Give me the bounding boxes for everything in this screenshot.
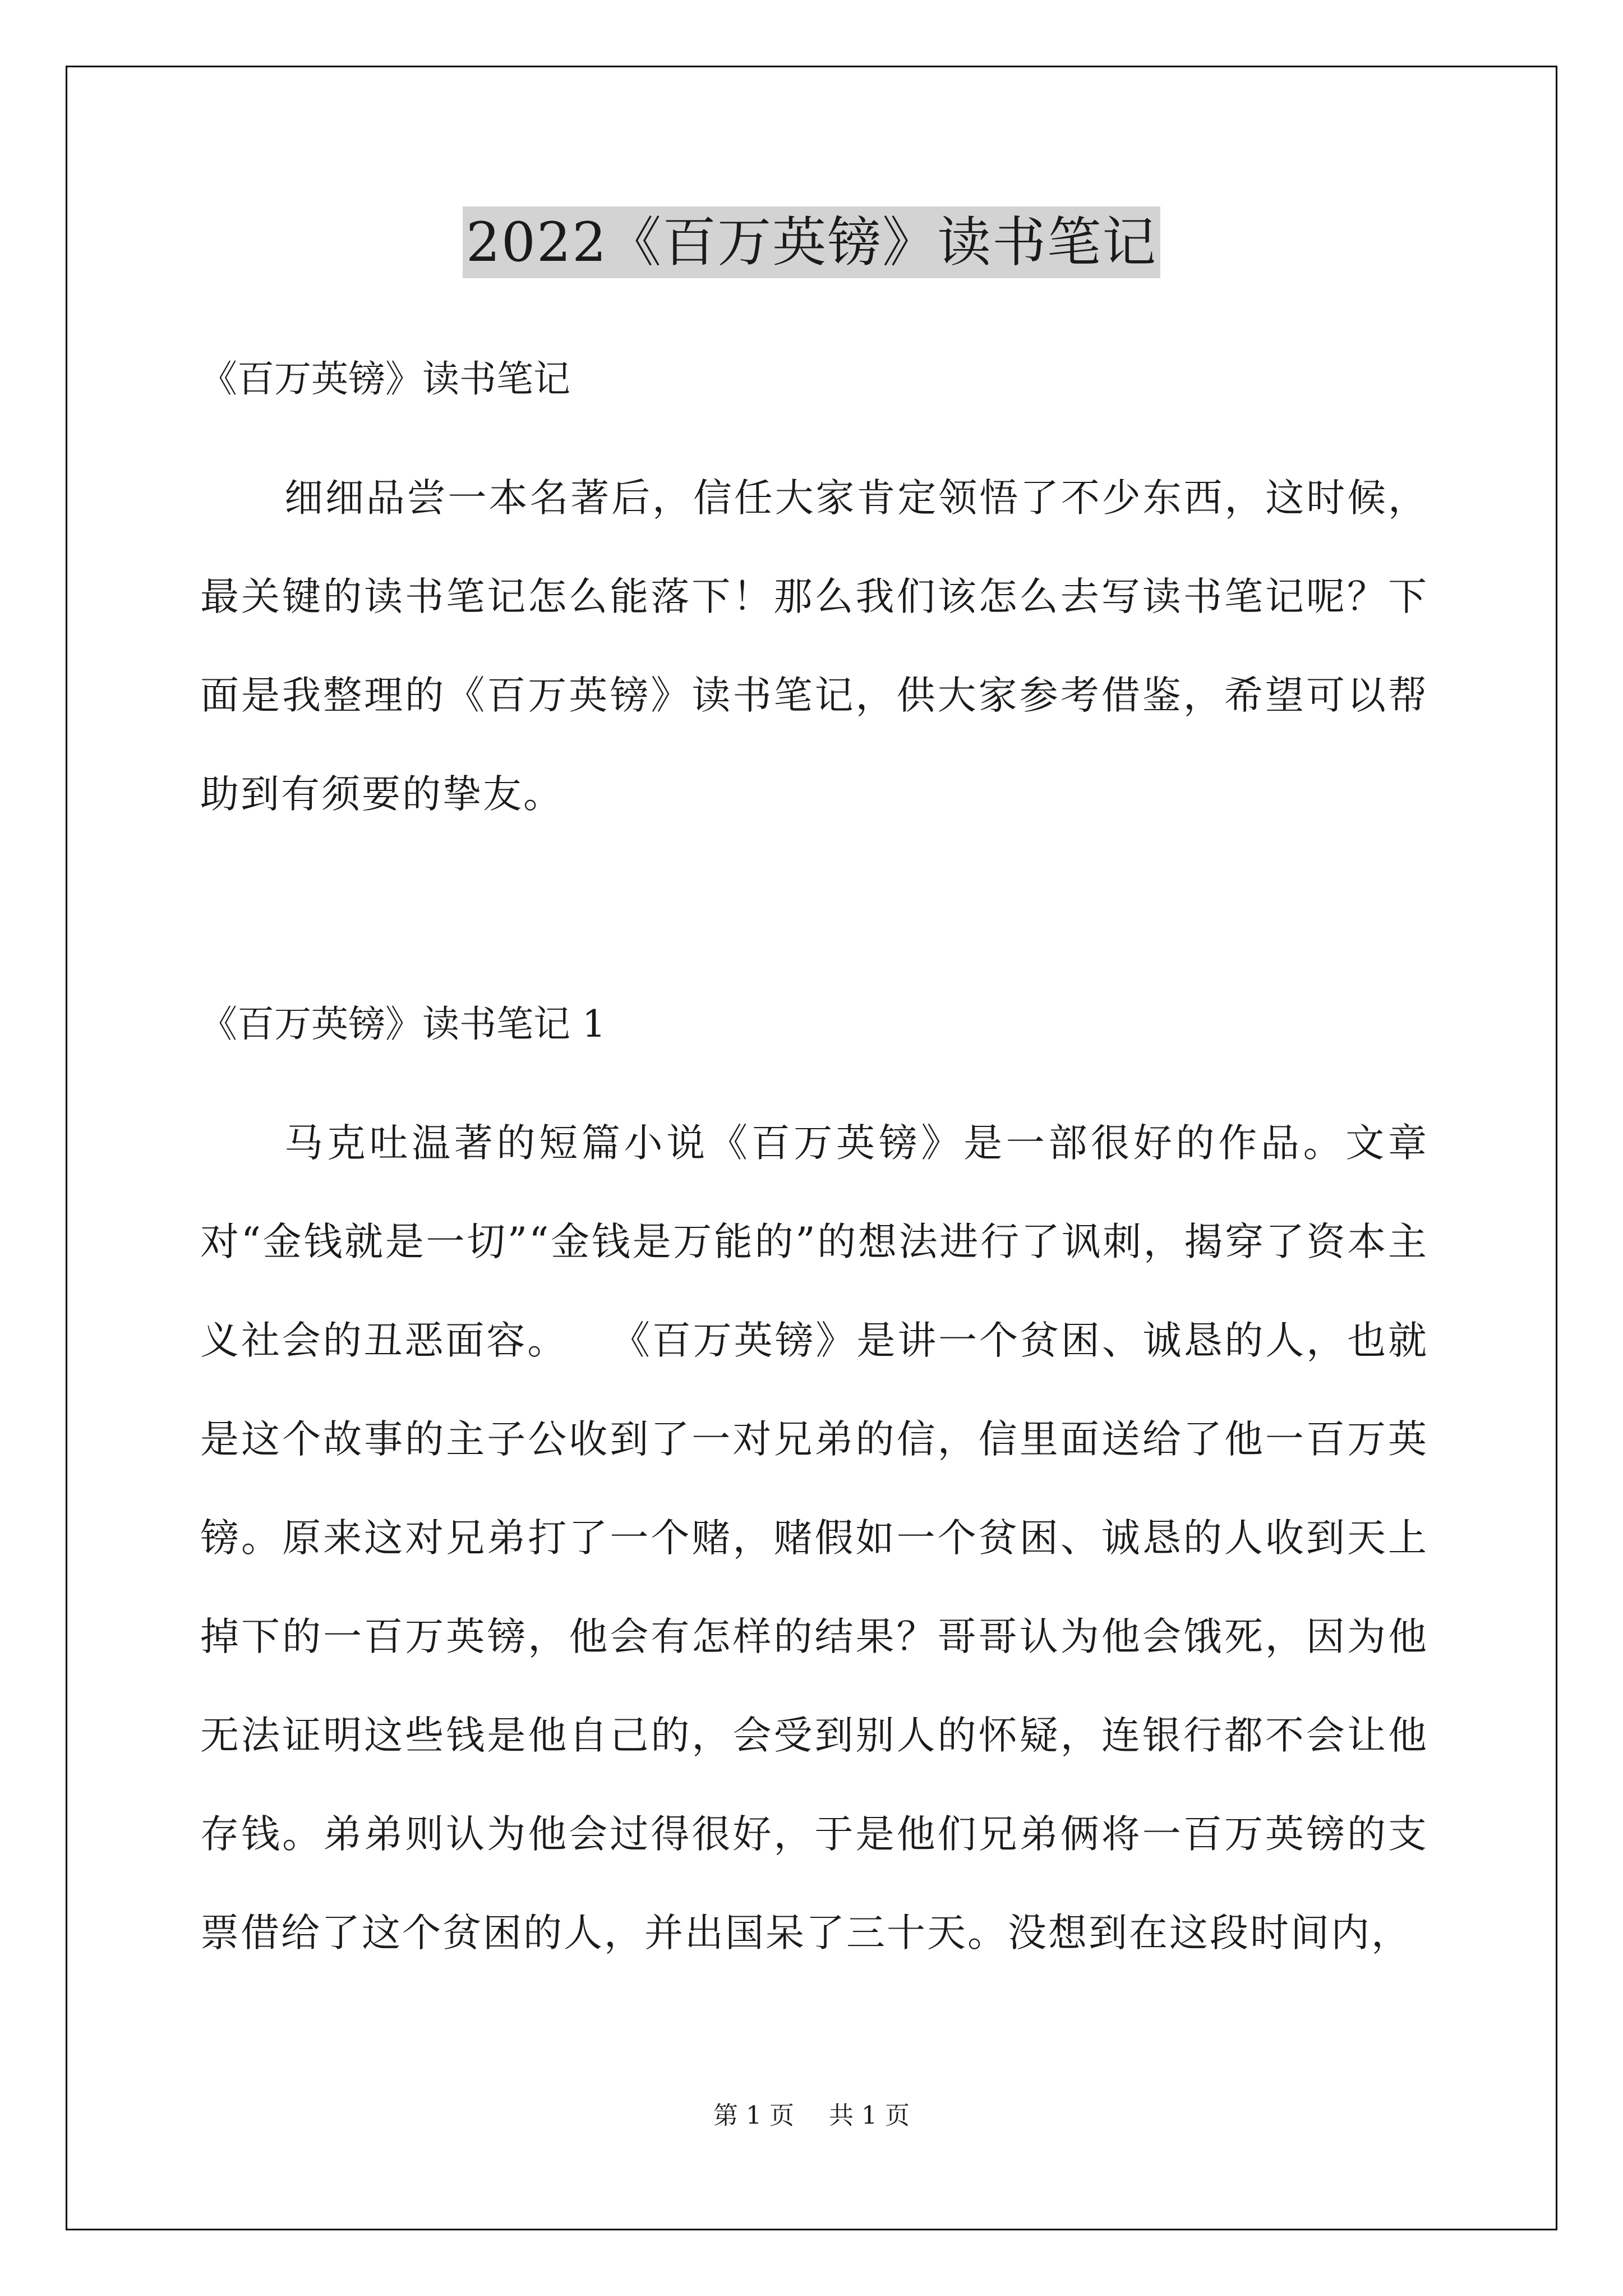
document-title: 2022《百万英镑》读书笔记 bbox=[463, 206, 1160, 278]
section-heading-2: 《百万英镑》读书笔记 1 bbox=[200, 1002, 606, 1046]
section-heading-1: 《百万英镑》读书笔记 bbox=[200, 357, 570, 401]
page-footer bbox=[0, 2099, 1623, 2133]
intro-block bbox=[200, 449, 1428, 844]
heading-1-block bbox=[200, 355, 1428, 404]
page-number: 第 1 页 bbox=[713, 2101, 794, 2130]
title-container bbox=[0, 206, 1623, 278]
body-block bbox=[200, 1094, 1428, 1982]
page-total: 共 1 页 bbox=[829, 2101, 910, 2130]
body-paragraph: 马克吐温著的短篇小说《百万英镑》是一部很好的作品。文章对“金钱就是一切”“金钱是万能的”的想法进行了讽刺，揭穿了资本主义社会的丑恶面容。 《百万英镑》是讲一个贫困、诚恳的人，也就是这个故事的主子公收到了一对兄弟的信，信里面送给了他一百万英镑。原来这对兄弟打了一个赌，赌假如一个贫困、诚恳的人收到天上掉下的一百万英镑，他会有怎样的结果？哥哥认为他会饿死，因为他无法证明这些钱是他自己的，会受到别人的怀疑，连银行都不会让他存钱。弟弟则认为他会过得很好，于是他们兄弟俩将一百万英镑的支票借给了这个贫困的人，并出国呆了三十天。没想到在这段时间内， bbox=[200, 1121, 1428, 1955]
intro-paragraph: 细细品尝一本名著后，信任大家肯定领悟了不少东西，这时候，最关键的读书笔记怎么能落下！那么我们该怎么去写读书笔记呢？下面是我整理的《百万英镑》读书笔记，供大家参考借鉴，希望可以帮助到有须要的挚友。 bbox=[200, 476, 1428, 817]
heading-2-block bbox=[200, 1000, 1428, 1049]
